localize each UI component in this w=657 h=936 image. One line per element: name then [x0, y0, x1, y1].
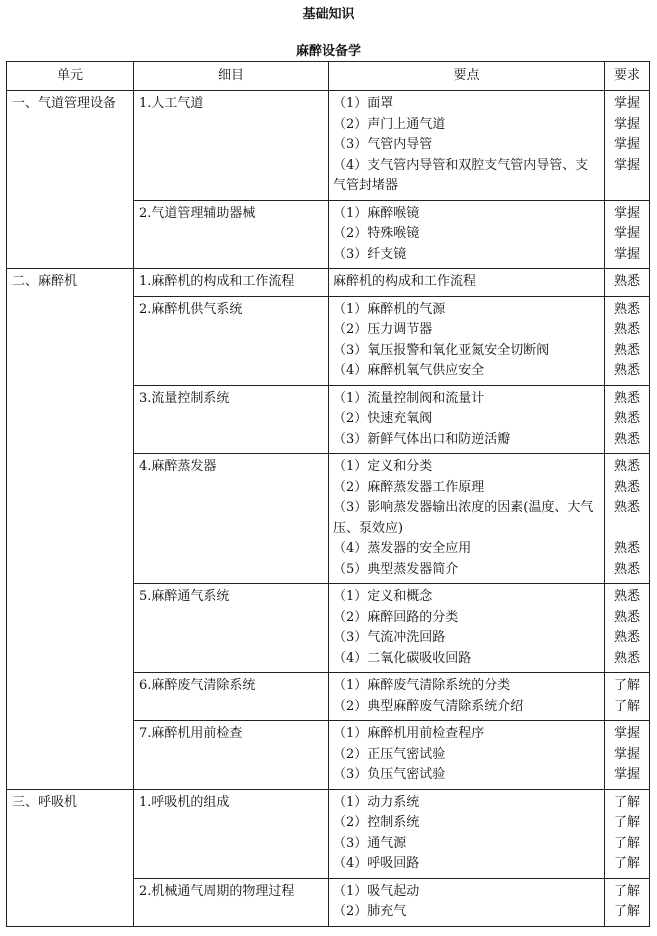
point-line: （3）气管内导管: [333, 137, 433, 152]
point-line: （4）麻醉机氧气供应安全: [333, 363, 485, 378]
requirement-value: 了解: [613, 856, 640, 871]
requirement-cell: [605, 296, 650, 385]
points-cell: [329, 385, 605, 454]
item-cell: 6.麻醉废气清除系统: [134, 673, 329, 721]
requirement-value: 熟悉: [613, 479, 640, 495]
point-line: （1）流量控制阀和流量计: [333, 390, 485, 406]
requirement-value: 掌握: [613, 226, 640, 241]
requirement-value: 掌握: [613, 157, 640, 173]
requirement-value: 掌握: [613, 767, 640, 782]
point-line: （3）负压气密试验: [333, 767, 446, 782]
point-line: （3）通气源: [333, 835, 407, 851]
requirement-value: 掌握: [613, 246, 640, 262]
point-line: （2）典型麻醉废气清除系统介绍: [333, 698, 524, 714]
requirement-value: 熟悉: [613, 459, 640, 474]
item-cell: 2.麻醉机供气系统: [134, 296, 329, 385]
requirement-value: 掌握: [613, 116, 640, 132]
requirement-value: 熟悉: [613, 301, 640, 317]
requirement-value: 熟悉: [613, 411, 640, 426]
point-line: （1）动力系统: [333, 794, 420, 810]
item-cell: 2.气道管理辅助器械: [134, 200, 329, 269]
requirement-value: 熟悉: [613, 541, 640, 556]
item-cell: 1.人工气道: [134, 91, 329, 201]
point-line: （3）氧压报警和氧化亚氮安全切断阀: [333, 342, 550, 358]
point-line: （4）支气管内导管和双腔支气管内导管、支气管封堵器: [333, 157, 589, 193]
requirement-value: 掌握: [613, 137, 640, 152]
requirement-value: 熟悉: [613, 274, 640, 289]
point-line: （1）麻醉废气清除系统的分类: [333, 678, 511, 693]
point-line: （2）控制系统: [333, 815, 420, 830]
point-line: （1）麻醉机用前检查程序: [333, 726, 485, 741]
table-row: [7, 789, 650, 878]
requirement-value: 了解: [613, 835, 640, 851]
points-cell: [329, 673, 605, 721]
points-cell: [329, 454, 605, 584]
item-cell: 3.流量控制系统: [134, 385, 329, 454]
point-line: （2）麻醉回路的分类: [333, 609, 459, 625]
requirement-value: 熟悉: [613, 609, 640, 625]
requirement-value: 了解: [613, 883, 640, 899]
requirement-value: 了解: [613, 678, 640, 693]
point-line: （1）定义和概念: [333, 589, 433, 604]
point-line: （3）新鲜气体出口和防逆活瓣: [333, 431, 511, 447]
requirement-value: 熟悉: [613, 342, 640, 358]
point-line: （1）麻醉机的气源: [333, 301, 446, 317]
page-title: 基础知识: [302, 7, 355, 22]
point-line: （2）声门上通气道: [333, 116, 446, 132]
requirement-value: 熟悉: [613, 431, 640, 447]
point-line: （1）麻醉喉镜: [333, 205, 420, 221]
points-cell: [329, 789, 605, 878]
column-header-unit: 单元: [7, 62, 134, 91]
requirement-cell: [605, 200, 650, 269]
page-subtitle: 麻醉设备学: [295, 44, 361, 59]
unit-cell: 三、呼吸机: [7, 789, 134, 926]
requirement-value: 了解: [613, 698, 640, 714]
table-row: [7, 91, 650, 201]
item-cell: 5.麻醉通气系统: [134, 584, 329, 673]
point-line: （2）压力调节器: [333, 322, 433, 337]
points-cell: [329, 296, 605, 385]
points-cell: [329, 200, 605, 269]
requirement-value: 熟悉: [613, 500, 640, 515]
item-cell: 2.机械通气周期的物理过程: [134, 878, 329, 926]
point-line: （4）二氧化碳吸收回路: [333, 650, 472, 666]
requirement-value: 熟悉: [613, 322, 640, 337]
point-line: （2）正压气密试验: [333, 746, 446, 762]
requirement-cell: [605, 721, 650, 790]
column-header-points: 要点: [329, 62, 605, 91]
point-line: 麻醉机的构成和工作流程: [333, 274, 477, 289]
requirement-cell: [605, 385, 650, 454]
item-cell: 7.麻醉机用前检查: [134, 721, 329, 790]
unit-cell: 二、麻醉机: [7, 269, 134, 790]
syllabus-table: [6, 61, 650, 927]
requirement-value: 熟悉: [613, 630, 640, 645]
requirement-cell: [605, 584, 650, 673]
points-cell: [329, 584, 605, 673]
requirement-value: 熟悉: [613, 561, 640, 577]
points-cell: [329, 878, 605, 926]
item-cell: 4.麻醉蒸发器: [134, 454, 329, 584]
requirement-value: 熟悉: [613, 650, 640, 666]
requirement-value: 掌握: [613, 96, 640, 111]
point-line: （4）蒸发器的安全应用: [333, 541, 472, 556]
point-line: （4）呼吸回路: [333, 856, 420, 871]
requirement-value: 熟悉: [613, 363, 640, 378]
table-body: [7, 91, 650, 927]
points-cell: [329, 721, 605, 790]
header-row: [7, 62, 650, 91]
item-cell: 1.呼吸机的组成: [134, 789, 329, 878]
requirement-cell: [605, 789, 650, 878]
point-line: （3）影响蒸发器输出浓度的因素(温度、大气压、泵效应): [333, 500, 594, 536]
point-line: （2）快速充氧阀: [333, 411, 433, 426]
requirement-cell: [605, 878, 650, 926]
point-line: （2）麻醉蒸发器工作原理: [333, 479, 485, 495]
requirement-value: 了解: [613, 904, 640, 919]
requirement-value: 掌握: [613, 746, 640, 762]
point-line: （2）特殊喉镜: [333, 226, 420, 241]
requirement-value: 熟悉: [613, 390, 640, 406]
points-cell: [329, 269, 605, 297]
requirement-cell: [605, 454, 650, 584]
column-header-requirement: 要求: [605, 62, 650, 91]
requirement-value: 掌握: [613, 726, 640, 741]
item-cell: 1.麻醉机的构成和工作流程: [134, 269, 329, 297]
point-line: （1）定义和分类: [333, 459, 433, 474]
requirement-cell: [605, 91, 650, 201]
spacer: [605, 519, 649, 540]
point-line: （1）吸气起动: [333, 883, 420, 899]
point-line: （3）纤支镜: [333, 246, 407, 262]
unit-cell: 一、气道管理设备: [7, 91, 134, 269]
requirement-cell: [605, 269, 650, 297]
point-line: （5）典型蒸发器简介: [333, 561, 459, 577]
requirement-value: 熟悉: [613, 589, 640, 604]
requirement-value: 了解: [613, 794, 640, 810]
requirement-value: 了解: [613, 815, 640, 830]
requirement-cell: [605, 673, 650, 721]
point-line: （2）肺充气: [333, 904, 407, 919]
points-cell: [329, 91, 605, 201]
point-line: （3）气流冲洗回路: [333, 630, 446, 645]
column-header-item: 细目: [134, 62, 329, 91]
requirement-value: 掌握: [613, 205, 640, 221]
table-row: [7, 269, 650, 297]
point-line: （1）面罩: [333, 96, 394, 111]
